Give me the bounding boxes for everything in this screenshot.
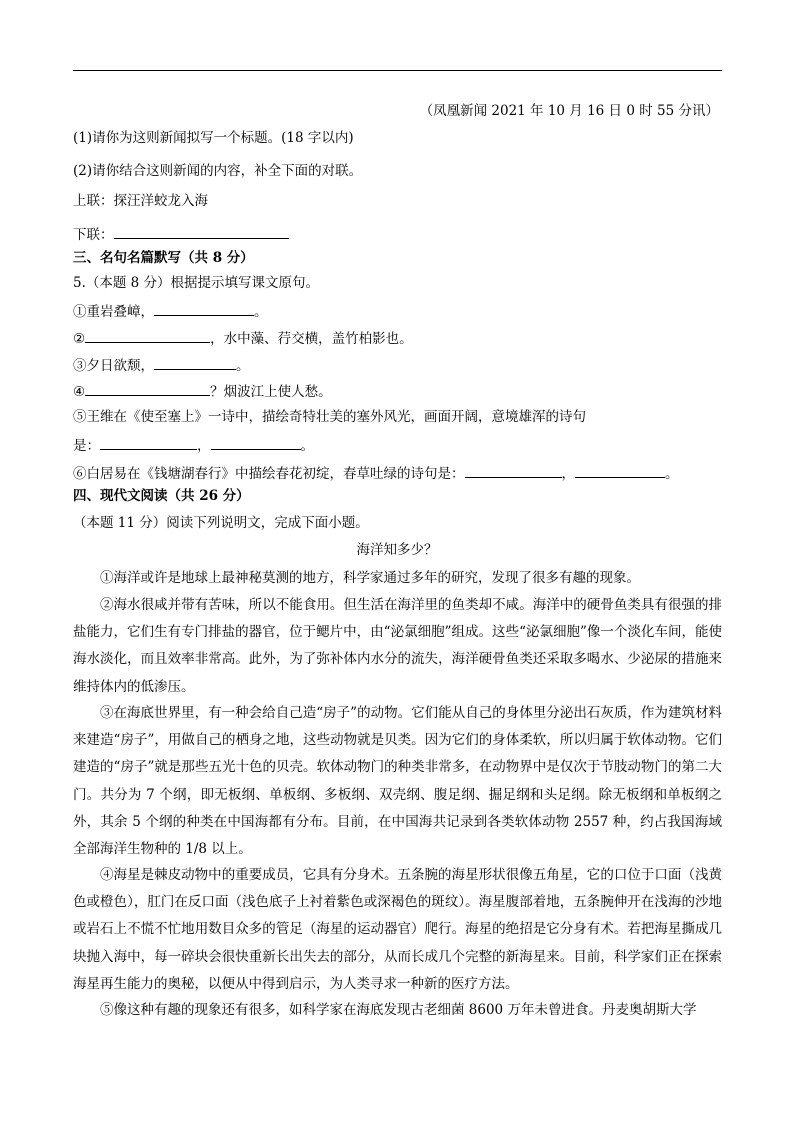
article-title: 海洋知多少？ bbox=[356, 542, 438, 558]
item-text: ，水中藻、荇交横，盖竹柏影也。 bbox=[210, 331, 413, 347]
item-text: ③夕日欲颓， bbox=[73, 358, 154, 374]
recite-item-2 bbox=[73, 328, 413, 348]
article-paragraph-2: ②海水很咸并带有苦味，所以不能食用。但生活在海洋里的鱼类却不咸。海洋中的硬骨鱼类具有很强的排盐能力，它们生有专门排盐的器官，位于鳃片中，由“泌氯细胞”组成。这些“泌氯细胞”像一个淡化车间，能使海水淡化，而且效率非常高。此外，为了弥补体内水分的流失，海洋硬骨鱼类还采取多喝水、少泌尿的措施来维持体内的低渗压。 bbox=[73, 597, 722, 695]
item-text: ， bbox=[561, 466, 575, 482]
couplet-lower bbox=[73, 224, 289, 244]
reading-intro: （本题 11 分）阅读下列说明文，完成下面小题。 bbox=[73, 515, 369, 531]
item-text: 是： bbox=[73, 438, 100, 454]
item-text: ①重岩叠嶂， bbox=[73, 304, 154, 320]
item-text: 。 bbox=[236, 358, 250, 374]
question-2: (2)请你结合这则新闻的内容，补全下面的对联。 bbox=[73, 163, 363, 179]
item-text: ， bbox=[197, 438, 211, 454]
item-text: ⑥白居易在《钱塘湖春行》中描绘春花初绽，春草吐绿的诗句是： bbox=[73, 466, 465, 482]
question-5-intro: 5.（本题 8 分）根据提示填写课文原句。 bbox=[73, 275, 320, 291]
answer-blank[interactable] bbox=[100, 435, 197, 450]
answer-blank[interactable] bbox=[465, 463, 562, 478]
header-rule bbox=[73, 70, 722, 71]
item-text: ② bbox=[73, 331, 86, 347]
section-4-title: 四、现代文阅读（共 26 分） bbox=[73, 488, 250, 504]
item-text: 。 bbox=[254, 304, 268, 320]
recite-item-4 bbox=[73, 381, 332, 401]
couplet-upper: 上联：探汪洋蛟龙入海 bbox=[73, 193, 208, 209]
item-text: ？烟波江上使人愁。 bbox=[210, 384, 332, 400]
answer-blank[interactable] bbox=[575, 463, 665, 478]
article-paragraph-5: ⑤像这种有趣的现象还有很多，如科学家在海底发现古老细菌 8600 万年未曾进食。丹麦奥胡斯大学 bbox=[100, 1002, 697, 1018]
couplet-lower-label: 下联： bbox=[73, 227, 114, 243]
article-paragraph-3: ③在海底世界里，有一种会给自己造“房子”的动物。它们能从自己的身体里分泌出石灰质，作为建筑材料来建造“房子”，用做自己的栖身之地，这些动物就是贝类。因为它们的身体柔软，所以归属于软体动物。它们建造的“房子”就是那些五光十色的贝壳。软体动物门的种类非常多，在动物界中是仅次于节肢动物门的第二大门。共分为 7 个纲，即无板纲、单板纲、多板纲、双壳纲、腹足纲、掘足纲和头足纲。除无板纲和单板纲之外，其余 5 个纲的种类在中国海都有分布。目前，在中国海共记录到各类软体动物 2557 种，约占我国海域全部海洋生物种的 1/8 以上。 bbox=[73, 705, 722, 858]
item-text: 。 bbox=[300, 438, 314, 454]
recite-item-5-prompt: ⑤王维在《使至塞上》一诗中，描绘奇特壮美的塞外风光，画面开阔，意境雄浑的诗句 bbox=[73, 409, 586, 425]
recite-item-5-answer bbox=[73, 435, 314, 455]
recite-item-1 bbox=[73, 301, 268, 321]
answer-blank[interactable] bbox=[211, 435, 301, 450]
answer-blank[interactable] bbox=[114, 224, 289, 239]
answer-blank[interactable] bbox=[85, 381, 210, 396]
item-text: ④ bbox=[73, 384, 86, 400]
article-paragraph-1: ①海洋或许是地球上最神秘莫测的地方，科学家通过多年的研究，发现了很多有趣的现象。 bbox=[100, 570, 640, 586]
article-paragraph-4: ④海星是棘皮动物中的重要成员，它具有分身术。五条腕的海星形状很像五角星，它的口位于口面（浅黄色或橙色），肛门在反口面（浅色底子上衬着紫色或深褐色的斑纹）。海星腹部着地，五条腕伸开在浅海的沙地或岩石上不慌不忙地用数目众多的管足（海星的运动器官）爬行。海星的绝招是它分身有术。若把海星撕成几块抛入海中，每一碎块会很快重新长出失去的部分，从而长成几个完整的新海星来。目前，科学家们正在探索海星再生能力的奥秘，以便从中得到启示，为人类寻求一种新的医疗方法。 bbox=[73, 867, 722, 992]
answer-blank[interactable] bbox=[85, 328, 210, 343]
question-1: (1)请你为这则新闻拟写一个标题。(18 字以内) bbox=[73, 130, 354, 146]
item-text: 。 bbox=[665, 466, 679, 482]
news-source-note: （凤凰新闻 2021 年 10 月 16 日 0 时 55 分讯） bbox=[419, 103, 719, 119]
recite-item-6 bbox=[73, 463, 679, 483]
answer-blank[interactable] bbox=[154, 301, 254, 316]
section-3-title: 三、名句名篇默写（共 8 分） bbox=[73, 250, 254, 266]
answer-blank[interactable] bbox=[154, 355, 236, 370]
recite-item-3 bbox=[73, 355, 250, 375]
